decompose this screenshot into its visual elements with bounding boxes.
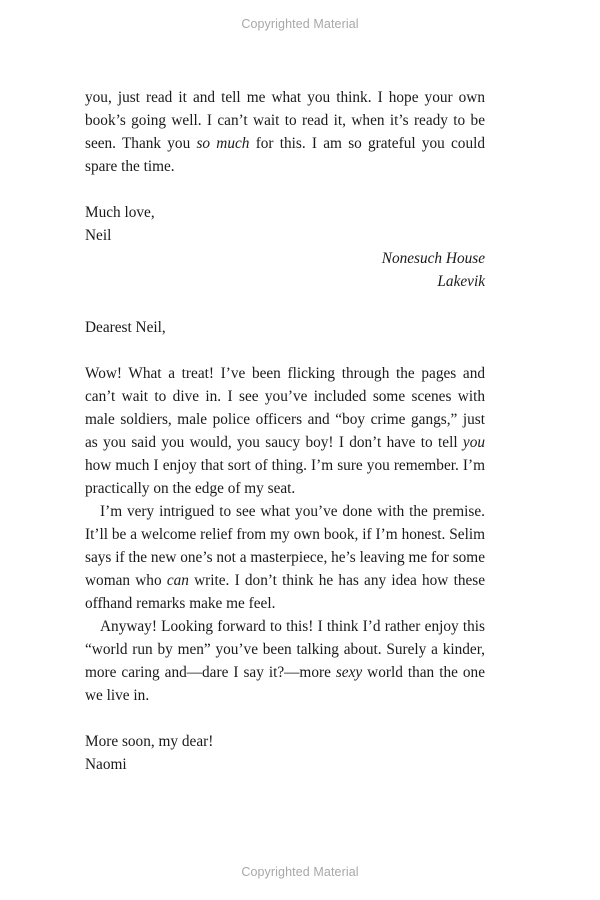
p3-start: Anyway! Looking forward to this! I think I’d rather enjoy this “world run by men” you’ve been talking about. Surely a kinder, more caring and—dare I say it?—more [85,618,485,681]
letter1-closing: Much love, [85,204,155,221]
p2-start: I’m very intrigued to see what you’ve done with the premise. It’ll be a welcome relief from my own book, if I’m honest. Selim says if the new one’s not a masterpiece, he’s leaving me for some woman who [85,503,485,589]
letter1-signature: Neil [85,227,112,244]
p2-end: write. I don’t think he has any idea how these offhand remarks make me feel. [85,572,486,612]
letter2-paragraph-1 [85,362,485,500]
letter1-body-emphasis: so much [196,135,250,152]
letter2-paragraph-3 [85,615,485,707]
page-body [85,86,485,776]
letter2-closing: More soon, my dear! [85,733,214,750]
p2-emphasis: can [166,572,189,589]
address-line-1: Nonesuch House [381,250,485,267]
watermark-bottom: Copyrighted Material [241,865,359,879]
p1-emphasis: you [462,434,485,451]
p3-end: world than the one we live in. [85,664,485,704]
watermark-top: Copyrighted Material [241,17,359,31]
letter1-body-start: you, just read it and tell me what you think. I hope your own book’s going well. I can’t wait to read it, when it’s ready to be seen. Thank you [85,89,485,152]
p3-emphasis: sexy [335,664,363,681]
p1-end: how much I enjoy that sort of thing. I’m sure you remember. I’m practically on the edge of my seat. [85,457,485,497]
address-line-2: Lakevik [437,273,485,290]
letter1-body [85,86,485,178]
letter2-paragraph-2 [85,500,485,615]
letter2-signature: Naomi [85,756,127,773]
letter1-body-end: for this. I am so grateful you could spare the time. [85,135,485,175]
letter2-salutation: Dearest Neil, [85,319,166,336]
p1-start: Wow! What a treat! I’ve been flicking through the pages and can’t wait to dive in. I see you’ve included some scenes with male soldiers, male police officers and “boy crime gangs,” just as you said you would, you saucy boy! I don’t have to tell [85,365,485,451]
